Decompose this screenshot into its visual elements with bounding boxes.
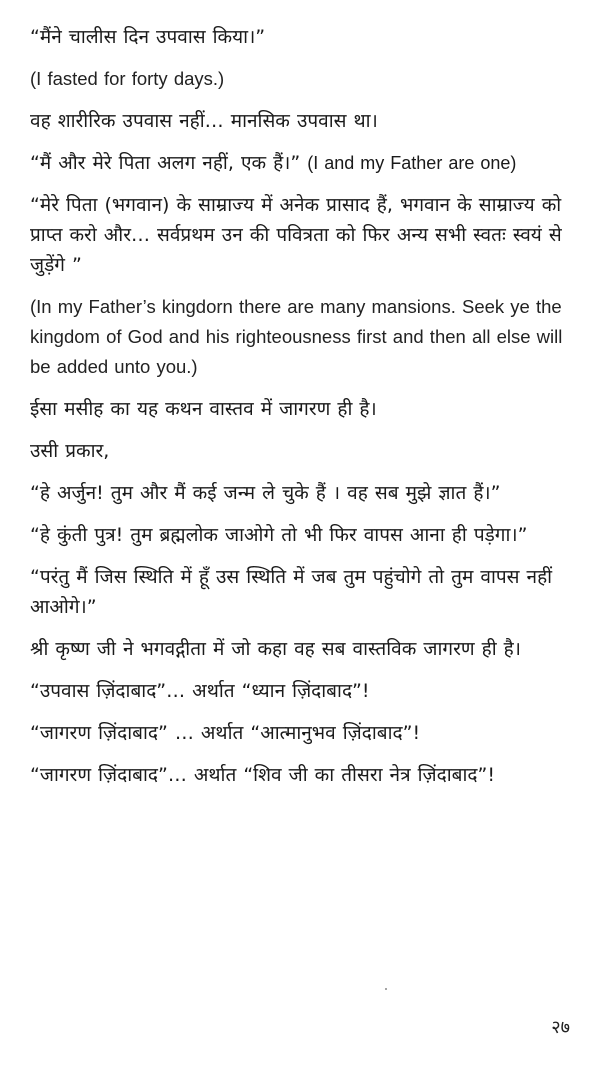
kingdom-quote-english: (In my Father’s kingdorn there are many mansions. Seek ye the kingdom of God and his righteousness first and then all else will be added unto you.) [30,296,563,377]
father-one-english: (I and my Father are one) [307,153,517,173]
quote-fasting-english: (I fasted for forty days.) [30,68,225,89]
mental-fast-line: वह शारीरिक उपवास नहीं… मानसिक उपवास था। [30,110,378,132]
awakening-zindabad-line: “जागरण ज़िंदाबाद” … अर्थात “आत्मानुभव ज़िंदाबाद”! [30,722,421,744]
krishna-gita-line: श्री कृष्ण जी ने भगवद्गीता में जो कहा वह सब वास्तविक जागरण ही है। [30,638,521,660]
state-quote: “परंतु मैं जिस स्थिति में हूँ उस स्थिति में जब तुम पहुंचोगे तो तुम वापस नहीं आओगे।” [30,566,553,618]
stray-dot-mark [385,988,387,990]
third-eye-zindabad-line: “जागरण ज़िंदाबाद”… अर्थात “शिव जी का तीसरा नेत्र ज़िंदाबाद”! [30,764,495,786]
similarly-line: उसी प्रकार, [30,440,110,462]
kunti-putra-quote: “हे कुंती पुत्र! तुम ब्रह्मलोक जाओगे तो भी फिर वापस आना ही पड़ेगा।” [30,524,528,546]
kingdom-quote-hindi: “मेरे पिता (भगवान) के साम्राज्य में अनेक प्रासाद हैं, भगवान के साम्राज्य को प्राप्त करो और… सर्वप्रथम उन की पवित्रता को फिर अन्य सभी स्वतः स्वयं से जुड़ेंगे ” [30,194,562,276]
father-one-line [30,148,585,178]
arjuna-quote: “हे अर्जुन! तुम और मैं कई जन्म ले चुके हैं । वह सब मुझे ज्ञात हैं।” [30,482,501,504]
fasting-zindabad-line: “उपवास ज़िंदाबाद”… अर्थात “ध्यान ज़िंदाबाद”! [30,680,370,702]
father-one-hindi: “मैं और मेरे पिता अलग नहीं, एक हैं।” [30,152,301,174]
page-number: २७ [551,1017,570,1038]
page-body [30,22,585,802]
jesus-statement-line: ईसा मसीह का यह कथन वास्तव में जागरण ही है। [30,398,377,420]
quote-fasting-hindi: “मैंने चालीस दिन उपवास किया।” [30,26,266,48]
